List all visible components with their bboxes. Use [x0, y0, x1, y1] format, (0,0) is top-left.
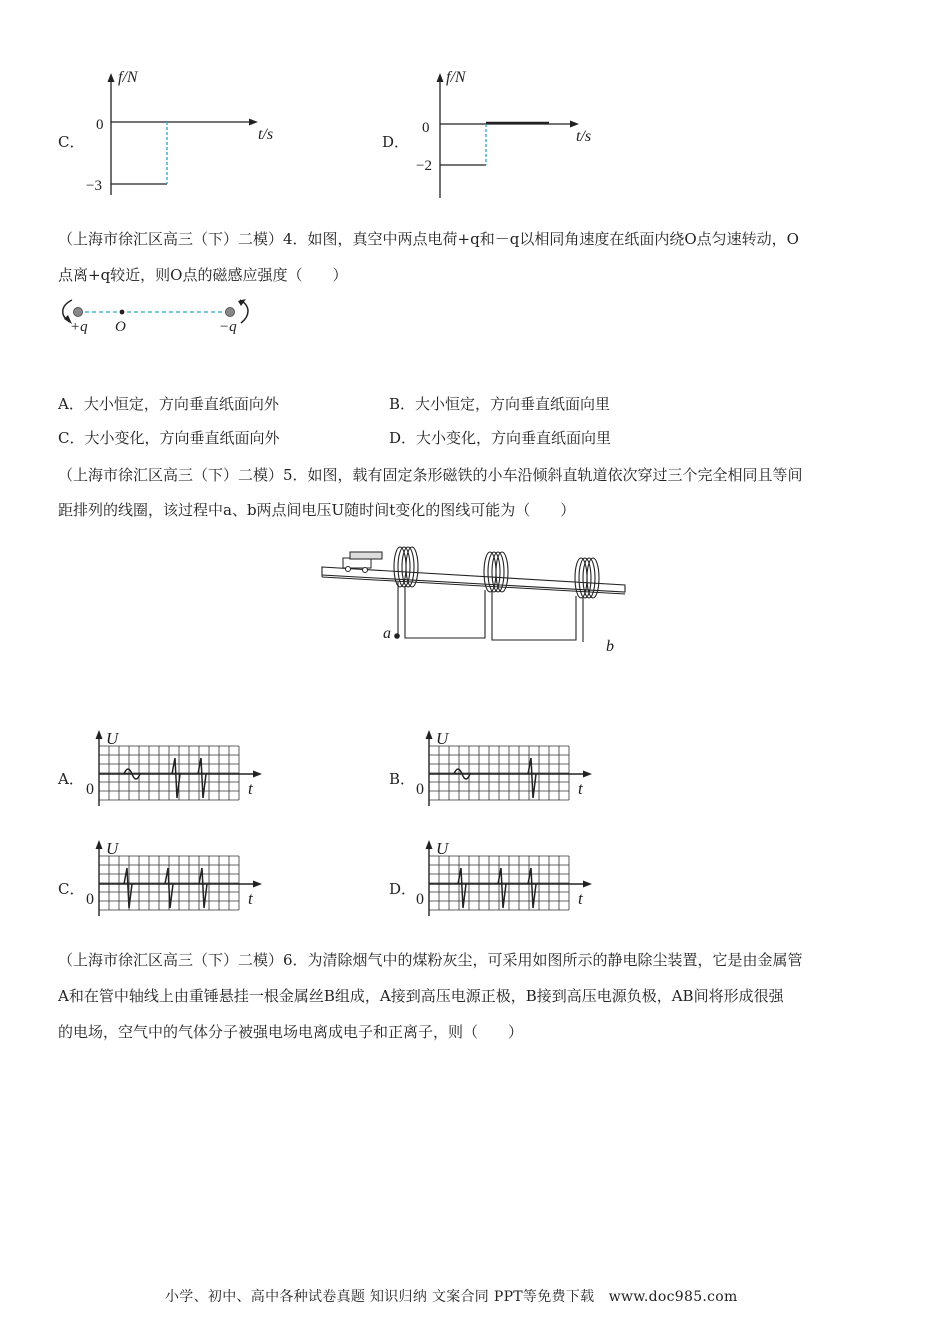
- grid: [429, 746, 569, 800]
- x-axis-label: t: [248, 889, 253, 908]
- q6-text-line-1: （上海市徐汇区高三（下）二模）6．为清除烟气中的煤粉灰尘，可采用如图所示的静电除尘装置，它是由金属管: [58, 951, 803, 969]
- q5-text-line-1: （上海市徐汇区高三（下）二模）5．如图，载有固定条形磁铁的小车沿倾斜直轨道依次穿过三个完全相同且等间: [58, 466, 803, 484]
- y-axis-label: U: [106, 729, 119, 748]
- y-axis-arrow: [426, 840, 433, 849]
- origin-label: 0: [416, 891, 424, 908]
- x-axis-label: t: [248, 779, 253, 798]
- origin-label: 0: [416, 781, 424, 798]
- q5-graph-b: [414, 728, 604, 818]
- x-axis-arrow: [253, 771, 262, 778]
- neg-tick-label: −2: [416, 158, 432, 174]
- origin-label: 0: [86, 781, 94, 798]
- center-label: O: [115, 319, 126, 335]
- y-axis-label: f/N: [446, 69, 466, 86]
- x-axis-arrow: [583, 771, 592, 778]
- q4-option-d: D．大小变化，方向垂直纸面向里: [389, 429, 612, 447]
- q4-option-c: C．大小变化，方向垂直纸面向外: [58, 429, 280, 447]
- x-axis-label: t: [578, 779, 583, 798]
- origin-label: 0: [422, 120, 430, 136]
- origin-label: 0: [96, 117, 104, 133]
- y-axis-label: f/N: [118, 69, 138, 86]
- q5-option-d-label: D．: [389, 880, 417, 898]
- x-axis-label: t/s: [576, 128, 592, 145]
- terminal-a: [394, 633, 400, 639]
- y-axis-arrow: [96, 840, 103, 849]
- neg-tick-label: −3: [86, 178, 102, 194]
- q5-option-a-label: A．: [58, 770, 84, 788]
- q6-text-line-3: 的电场，空气中的气体分子被强电场电离成电子和正离子，则（ ）: [58, 1023, 524, 1041]
- plus-charge-label: +q: [70, 319, 88, 335]
- y-axis-arrow: [426, 730, 433, 739]
- q3-option-d-label: D．: [382, 133, 410, 151]
- q4-text-line-1: （上海市徐汇区高三（下）二模）4．如图，真空中两点电荷+q和－q以相同角速度在纸面内绕O点匀速转动，O: [58, 230, 799, 248]
- minus-charge-label: −q: [219, 319, 237, 335]
- page-footer: 小学、初中、高中各种试卷真题 知识归纳 文案合同 PPT等免费下载 www.doc985.com: [165, 1289, 738, 1305]
- grid: [99, 746, 239, 800]
- y-axis-arrow: [96, 730, 103, 739]
- connecting-wires: [398, 582, 583, 642]
- q5-option-b-label: B．: [389, 770, 416, 788]
- q4-text-line-2: 点离+q较近，则O点的磁感应强度（ ）: [58, 266, 348, 284]
- q6-text-line-2: A和在管中轴线上由重锤悬挂一根金属丝B组成，A接到高压电源正极，B接到高压电源负极，AB间将形成很强: [58, 987, 784, 1005]
- x-axis-label: t: [578, 889, 583, 908]
- q5-graph-d: [414, 838, 604, 928]
- q5-graph-a: [84, 728, 274, 818]
- q4-option-b: B．大小恒定，方向垂直纸面向里: [389, 395, 611, 413]
- y-axis-label: U: [436, 729, 449, 748]
- terminal-a-label: a: [383, 625, 391, 642]
- x-axis-arrow: [583, 881, 592, 888]
- origin-label: 0: [86, 891, 94, 908]
- magnet: [350, 552, 382, 559]
- q5-option-c-label: C．: [58, 880, 85, 898]
- q4-option-a: A．大小恒定，方向垂直纸面向外: [58, 395, 279, 413]
- q3-option-c-label: C．: [58, 133, 85, 151]
- y-axis-label: U: [436, 839, 449, 858]
- terminal-b-label: b: [606, 638, 614, 655]
- q5-track-coils-figure: [0, 0, 950, 660]
- x-axis-arrow: [253, 881, 262, 888]
- x-axis-label: t/s: [258, 126, 274, 143]
- q5-text-line-2: 距排列的线圈，该过程中a、b两点间电压U随时间t变化的图线可能为（ ）: [58, 501, 576, 519]
- y-axis-label: U: [106, 839, 119, 858]
- q5-graph-c: [84, 838, 274, 928]
- grid: [429, 856, 569, 910]
